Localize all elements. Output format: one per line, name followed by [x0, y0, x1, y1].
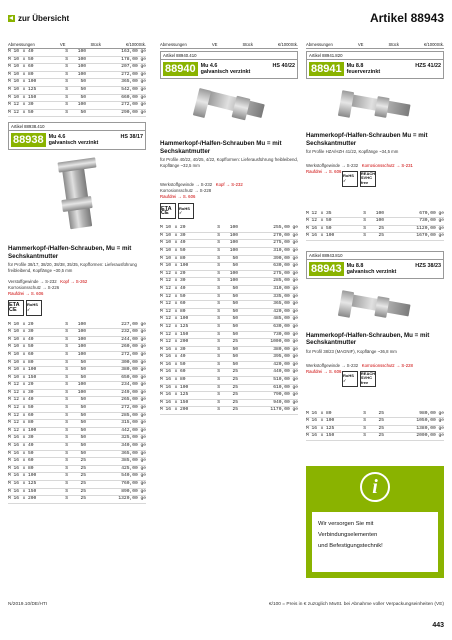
- article-number: 88943: [311, 262, 342, 275]
- table-row: M 16 x 125 S 25 790,00 ge: [160, 392, 298, 400]
- table-row: M 10 x 80 S 100 272,00 ge: [8, 72, 146, 80]
- table-row: M 12 x 50 S 50 335,00 ge: [160, 294, 298, 302]
- column-3: [306, 42, 444, 441]
- table-row: M 10 x 100 S 50 630,00 ge: [160, 263, 298, 271]
- table-row: M 12 x 200 S 25 1000,00 ge: [160, 339, 298, 347]
- table-row: M 16 x 100 S 25 540,00 ge: [8, 473, 146, 481]
- table-row: M 10 x 60 S 100 272,00 ge: [8, 352, 146, 360]
- table-row: M 10 x 30 S 100 232,00 ge: [8, 329, 146, 337]
- footer-note: €/100 = Preis in € zuzüglich MwSt. bei Abnahme voller Verpackungseinheiten (VE): [268, 602, 444, 607]
- article-box: [8, 122, 146, 150]
- certification-badges: [160, 203, 298, 219]
- arrow-left-icon: [8, 15, 15, 22]
- product-name: Hammerkopf-/Halfen-Schrauben, Mu = mit Sechskantmutter: [306, 331, 430, 347]
- table-row: M 16 x 60 S 25 385,00 ge: [8, 458, 146, 466]
- table-row: M 16 x 30 S 50 325,00 ge: [8, 435, 146, 443]
- table-row: M 16 x 80 S 25 425,00 ge: [8, 466, 146, 474]
- table-row: M 12 x 100 S 50 442,00 ge: [8, 428, 146, 436]
- table-row: M 12 x 50 S 50 272,00 ge: [8, 405, 146, 413]
- table-row: M 16 x 60 S 25 440,00 ge: [160, 369, 298, 377]
- table-row: M 12 x 150 S 50 730,00 ge: [160, 332, 298, 340]
- table-row: M 12 x 80 S 50 420,00 ge: [160, 309, 298, 317]
- table-row: M 12 x 30 S 100 249,00 ge: [8, 390, 146, 398]
- column-1: [8, 42, 146, 504]
- table-row: M 10 x 40 S 100 275,00 ge: [160, 240, 298, 248]
- table-row: M 10 x 40 S 100 163,00 ge: [8, 49, 146, 57]
- page-number: 443: [432, 622, 444, 629]
- product-name: Hammerkopf-/Halfen-Schrauben Mu = mit Sechskantmutter: [160, 140, 282, 155]
- table-row: M 12 x 100 S 50 485,00 ge: [160, 316, 298, 324]
- info-icon: i: [360, 472, 390, 502]
- table-row: M 16 x 125 S 25 1380,00 ge: [306, 426, 444, 434]
- table-row: M 12 x 50 S 100 730,00 ge: [306, 218, 444, 226]
- table-row: M 12 x 35 S 100 670,00 ge: [306, 211, 444, 219]
- info-panel: [306, 466, 444, 578]
- table-row: M 10 x 50 S 100 178,00 ge: [8, 57, 146, 65]
- references: Verstoffgewinde → S-232 Kopf → S-262 Korrosionsschutz → S-226 Raufdrei → S. 606: [8, 278, 88, 296]
- table-row: M 12 x 60 S 50 285,00 ge: [8, 413, 146, 421]
- product-description: für Profile HZA/HZH 41/22, Kopflänge ~34,5 mm: [306, 149, 399, 154]
- table-row: M 10 x 125 S 50 542,00 ge: [8, 87, 146, 95]
- table-row: M 10 x 20 S 100 227,00 ge: [8, 322, 146, 330]
- references: Werkstoffgewinde → S-232 Korrosionsschutz → S-228 Raufdrei → S. 606: [306, 362, 413, 374]
- table-row: M 16 x 125 S 25 760,00 ge: [8, 481, 146, 489]
- table-row: M 12 x 80 S 50 315,00 ge: [8, 420, 146, 428]
- table-row: M 16 x 150 S 25 2000,00 ge: [306, 433, 444, 441]
- article-box: [160, 51, 298, 79]
- footer-code: N/2019.10/DE/HTI: [8, 602, 48, 607]
- table-row: M 12 x 20 S 100 275,00 ge: [160, 271, 298, 279]
- table-row: M 16 x 50 S 25 1120,00 ge: [306, 226, 444, 234]
- eta-ce-badge: ETA CE: [160, 203, 176, 219]
- table-row: M 12 x 30 S 100 285,00 ge: [160, 278, 298, 286]
- table-row: M 12 x 20 S 100 234,00 ge: [8, 382, 146, 390]
- table-row: M 10 x 40 S 100 244,00 ge: [8, 337, 146, 345]
- article-number: 88941: [311, 63, 342, 75]
- table-row: M 10 x 150 S 50 650,00 ge: [8, 375, 146, 383]
- article-header: Artikel 88940.410: [161, 52, 297, 60]
- article-header: Artikel 88943.810: [307, 252, 443, 260]
- certification-badges: [8, 300, 146, 316]
- article-spec: Mu 4.6 HS 40/22 galvanisch verzinkt: [200, 63, 295, 75]
- table-row: M 12 x 125 S 50 630,00 ge: [160, 324, 298, 332]
- product-description: für Profile 38/17, 38/20, 38/38, 35/35, Kopfformen: Lieferausführung freibleibend, Kopflänge ~30,5 mm: [8, 262, 137, 273]
- back-label: zur Übersicht: [18, 14, 70, 23]
- product-image: [306, 79, 444, 129]
- table-row: M 10 x 50 S 100 260,00 ge: [8, 344, 146, 352]
- table-row: M 16 x 40 S 50 395,00 ge: [160, 354, 298, 362]
- product-name: Hammerkopf-/Halfen-Schrauben Mu = mit Sechskantmutter: [306, 132, 428, 147]
- article-header: Artikel 88941.820: [307, 52, 443, 60]
- top-bar: [8, 11, 444, 28]
- product-description: für Profile 40/22, 40/25, 4/22, Kopfformen: Lieferausführung freibleibend, Kopflänge ~32,5 mm: [160, 157, 298, 168]
- table-row: M 16 x 150 S 25 890,00 ge: [8, 489, 146, 497]
- product-image: [8, 150, 146, 242]
- product-description: für Profil 38/23 (MAGNIF), Kopflänge ~36,8 mm: [306, 348, 397, 354]
- table-row: M 16 x 40 S 50 340,00 ge: [8, 443, 146, 451]
- table-row: M 10 x 150 S 50 660,00 ge: [8, 95, 146, 103]
- table-row: M 10 x 30 S 100 270,00 ge: [160, 233, 298, 241]
- table-row: M 10 x 80 S 50 390,00 ge: [160, 256, 298, 264]
- back-link[interactable]: [8, 14, 69, 23]
- table-row: M 16 x 80 S 25 510,00 ge: [160, 377, 298, 385]
- references: Werkstoffgewinde → S-232 Korrosionsschutz → S-231 Raufdrei → S. 606: [306, 162, 413, 174]
- table-row: M 16 x 50 S 50 420,00 ge: [160, 362, 298, 370]
- table-row: M 10 x 100 S 50 365,00 ge: [8, 79, 146, 87]
- table-row: M 16 x 100 S 25 1050,00 ge: [306, 418, 444, 426]
- article-spec: Mu 8.8 HZS 38/23 galvanisch verzinkt: [346, 262, 441, 275]
- product-image: [160, 79, 298, 137]
- article-header: Artikel 88938.410: [9, 123, 145, 131]
- table-header: Abmessungen VE Stück €/1000Stk.: [8, 42, 146, 47]
- table-row: M 12 x 40 S 50 265,00 ge: [8, 397, 146, 405]
- article-spec: Mu 4.6 HS 38/17 galvanisch verzinkt: [48, 134, 143, 147]
- table-row: M 12 x 60 S 50 365,00 ge: [160, 301, 298, 309]
- rohs-badge: RoHS ✓: [342, 171, 358, 187]
- price-table: [160, 225, 298, 415]
- table-row: M 16 x 80 S 25 980,00 ge: [306, 411, 444, 419]
- table-header: Abmessungen VE Stück €/1000Stk.: [306, 42, 444, 47]
- certification-badges: [342, 371, 444, 387]
- eta-ce-badge: ETA CE: [8, 300, 24, 316]
- table-row: M 10 x 100 S 50 380,00 ge: [8, 367, 146, 375]
- certification-badges: [342, 171, 444, 187]
- reach-badge: REACH SVHC free: [360, 170, 376, 185]
- price-table: [306, 411, 444, 441]
- price-table: [8, 49, 146, 117]
- table-row: M 16 x 200 S 25 1170,00 ge: [160, 407, 298, 415]
- article-box: [306, 51, 444, 79]
- table-row: M 16 x 100 S 25 1670,00 ge: [306, 233, 444, 241]
- table-row: M 16 x 200 S 25 1320,00 ge: [8, 496, 146, 504]
- table-row: M 12 x 40 S 50 310,00 ge: [160, 286, 298, 294]
- references: Werkstoffgewinde → S-232 Kopf → S-232 Korrosionsschutz → S-228 Raufdrei → S. 606: [160, 182, 243, 200]
- rohs-badge: RoHS ✓: [342, 371, 358, 387]
- table-row: M 12 x 50 S 50 290,00 ge: [8, 110, 146, 118]
- table-row: M 16 x 100 S 25 610,00 ge: [160, 385, 298, 393]
- product-name: Hammerkopf-/Halfen-Schrauben, Mu = mit Sechskantmutter: [8, 245, 132, 260]
- table-header: Abmessungen VE Stück €/1000Stk.: [160, 42, 298, 47]
- table-row: M 16 x 150 S 25 940,00 ge: [160, 400, 298, 408]
- rohs-badge: RoHS ✓: [26, 300, 42, 316]
- article-number: 88940: [165, 63, 196, 75]
- product-image: [306, 279, 444, 329]
- column-2: [160, 42, 298, 415]
- article-number: 88938: [13, 134, 44, 147]
- table-row: M 10 x 50 S 100 310,00 ge: [160, 248, 298, 256]
- reach-badge: REACH SVHC free: [360, 370, 376, 385]
- table-row: M 12 x 30 S 100 272,00 ge: [8, 102, 146, 110]
- footer: [8, 602, 444, 607]
- price-table: [8, 322, 146, 504]
- page-title: Artikel 88943: [369, 11, 444, 25]
- table-row: M 16 x 30 S 50 380,00 ge: [160, 347, 298, 355]
- rohs-badge: RoHS ✓: [178, 203, 194, 219]
- table-row: M 16 x 50 S 50 365,00 ge: [8, 451, 146, 459]
- table-row: M 10 x 20 S 100 255,00 ge: [160, 225, 298, 233]
- article-spec: Mu 8.8 HZS 41/22 feuerverzinkt: [346, 63, 441, 75]
- article-box: [306, 251, 444, 279]
- info-text: Wir versorgen Sie mit Verbindungselementen und Befestigungstechnik!: [312, 512, 438, 572]
- table-row: M 10 x 60 S 100 207,00 ge: [8, 64, 146, 72]
- price-table: [306, 211, 444, 241]
- table-row: M 10 x 80 S 50 300,00 ge: [8, 360, 146, 368]
